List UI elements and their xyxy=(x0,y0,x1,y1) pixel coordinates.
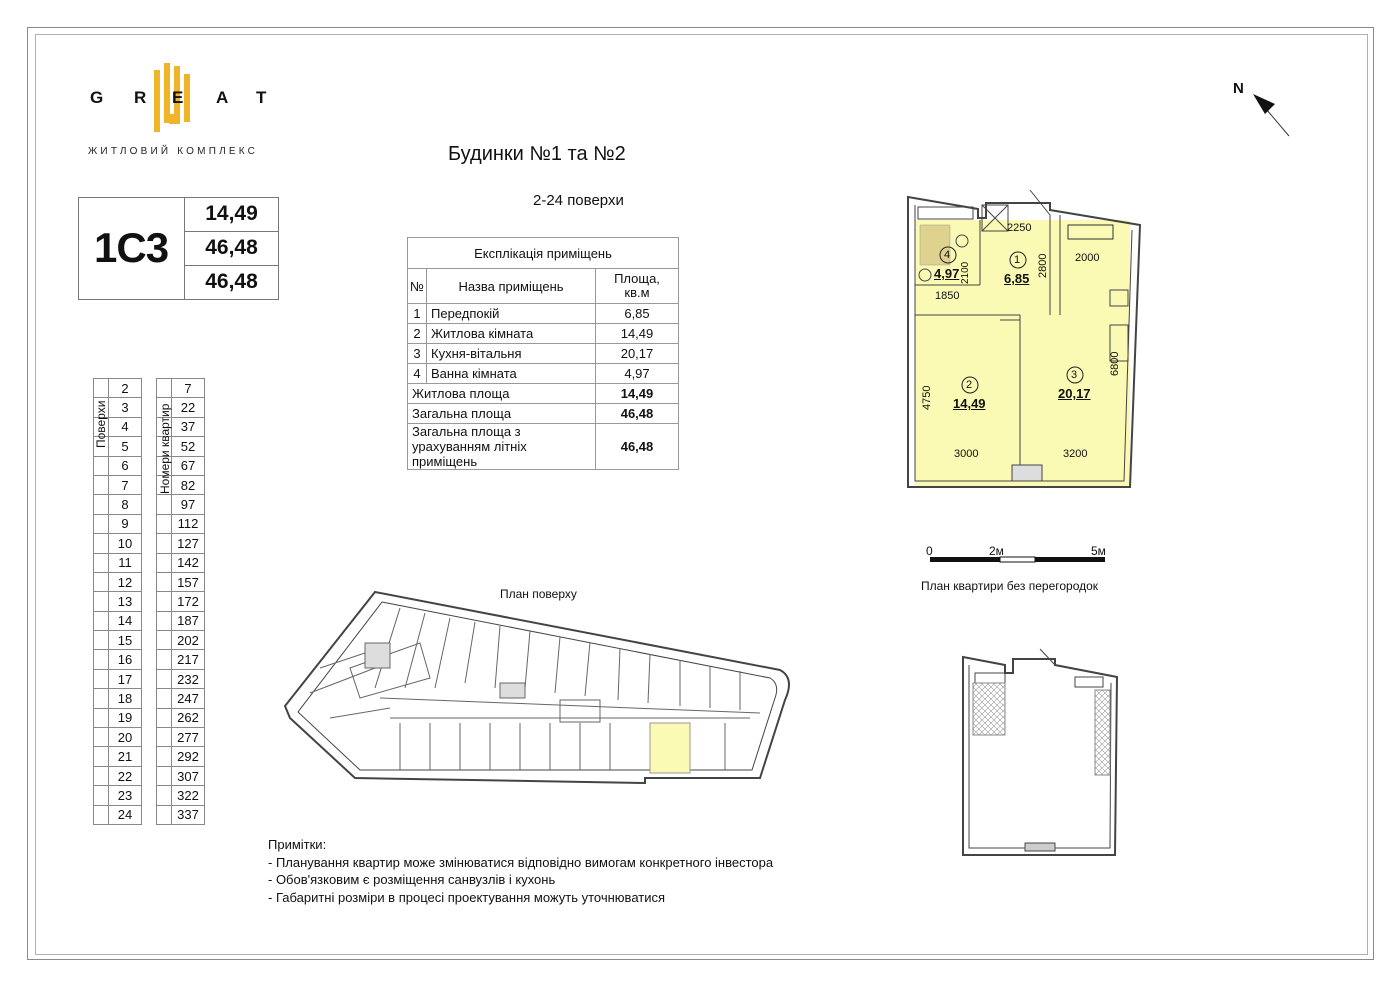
apartment-number: 52 xyxy=(172,437,205,456)
label-cell xyxy=(94,650,109,669)
room-area: 6,85 xyxy=(596,304,679,324)
gap xyxy=(142,379,157,398)
north-label: N xyxy=(1233,80,1244,97)
table-row xyxy=(408,364,679,384)
floor-number: 14 xyxy=(109,611,142,630)
apartment-number: 187 xyxy=(172,611,205,630)
table-row xyxy=(94,631,205,650)
gap xyxy=(142,689,157,708)
logo-letter: R xyxy=(134,88,147,107)
floor-number: 9 xyxy=(109,514,142,533)
label-cell xyxy=(94,689,109,708)
apartment-number: 307 xyxy=(172,766,205,785)
col-name: Назва приміщень xyxy=(427,269,596,304)
logo-letter: T xyxy=(256,88,267,107)
apartment-number: 112 xyxy=(172,514,205,533)
table-row xyxy=(94,437,205,456)
room-number-label: 2 xyxy=(966,379,973,391)
label-cell xyxy=(94,592,109,611)
scale-mark: 2м xyxy=(989,544,1004,558)
open-apartment-plan xyxy=(955,645,1125,860)
dimension-label: 3200 xyxy=(1063,448,1088,460)
logo-letter: A xyxy=(216,88,229,107)
apartments-label: Номери квартир xyxy=(158,403,172,494)
room-area-label: 20,17 xyxy=(1058,386,1091,401)
apartment-number: 7 xyxy=(172,379,205,398)
total-summer-label: Загальна площа з урахуванням літніх приміщень xyxy=(408,424,596,470)
room-number-label: 1 xyxy=(1014,254,1021,266)
floor-number: 10 xyxy=(109,534,142,553)
table-row xyxy=(94,669,205,688)
table-row xyxy=(408,324,679,344)
gap xyxy=(142,650,157,669)
table-row xyxy=(94,728,205,747)
room-name: Житлова кімната xyxy=(427,324,596,344)
label-cell xyxy=(157,708,172,727)
divider xyxy=(185,265,278,266)
table-row xyxy=(94,495,205,514)
table-row xyxy=(408,424,679,470)
floor-number: 11 xyxy=(109,553,142,572)
gap xyxy=(142,572,157,591)
gap xyxy=(142,437,157,456)
label-cell xyxy=(157,611,172,630)
apartment-number: 247 xyxy=(172,689,205,708)
room-name: Ванна кімната xyxy=(427,364,596,384)
label-cell xyxy=(94,766,109,785)
room-name: Кухня-вітальня xyxy=(427,344,596,364)
gap xyxy=(142,534,157,553)
label-cell xyxy=(157,805,172,824)
table-row xyxy=(94,747,205,766)
label-cell xyxy=(157,379,172,398)
table-row xyxy=(94,805,205,824)
floor-number: 6 xyxy=(109,456,142,475)
apartment-number: 217 xyxy=(172,650,205,669)
floor-number: 19 xyxy=(109,708,142,727)
dimension-label: 2100 xyxy=(960,261,971,284)
note-item: - Планування квартир може змінюватися відповідно вимогам конкретного інвестора xyxy=(268,854,774,870)
apartment-number: 322 xyxy=(172,786,205,805)
table-row xyxy=(94,553,205,572)
room-area-label: 6,85 xyxy=(1004,271,1030,286)
total-summer-area-value: 46,48 xyxy=(205,270,258,293)
gap xyxy=(142,669,157,688)
floors-label: Поверхи xyxy=(94,400,108,448)
col-num: № xyxy=(408,269,427,304)
apartment-number: 157 xyxy=(172,572,205,591)
apartment-number: 262 xyxy=(172,708,205,727)
label-cell xyxy=(157,728,172,747)
table-row xyxy=(94,592,205,611)
label-cell xyxy=(94,786,109,805)
apartment-number: 67 xyxy=(172,456,205,475)
total-summer-value: 46,48 xyxy=(596,424,679,470)
gap xyxy=(142,514,157,533)
table-row xyxy=(94,689,205,708)
apartment-number: 142 xyxy=(172,553,205,572)
dimension-label: 3000 xyxy=(954,448,979,460)
page-title: Будинки №1 та №2 xyxy=(448,143,626,165)
room-area: 20,17 xyxy=(596,344,679,364)
gap xyxy=(142,398,157,417)
table-row xyxy=(94,417,205,436)
explication-caption: Експлікація приміщень xyxy=(408,238,679,269)
scale-mark: 5м xyxy=(1091,544,1106,558)
room-area-label: 4,97 xyxy=(934,266,960,281)
floor-number: 8 xyxy=(109,495,142,514)
room-num: 1 xyxy=(408,304,427,324)
floor-number: 16 xyxy=(109,650,142,669)
apartment-number: 337 xyxy=(172,805,205,824)
floor-number: 13 xyxy=(109,592,142,611)
dimension-label: 4750 xyxy=(921,385,933,410)
gap xyxy=(142,708,157,727)
table-row xyxy=(94,475,205,494)
table-row xyxy=(408,384,679,404)
dimension-label: 2800 xyxy=(1037,253,1049,278)
label-cell xyxy=(94,514,109,533)
label-cell xyxy=(94,631,109,650)
label-cell xyxy=(157,650,172,669)
room-num: 4 xyxy=(408,364,427,384)
notes-title: Примітки: xyxy=(268,837,327,852)
label-cell xyxy=(94,805,109,824)
scale-mark: 0 xyxy=(926,544,933,558)
room-name: Передпокій xyxy=(427,304,596,324)
room-num: 2 xyxy=(408,324,427,344)
logo xyxy=(90,60,280,140)
table-row xyxy=(94,456,205,475)
room-area-label: 14,49 xyxy=(953,396,986,411)
building-floor-plan xyxy=(280,588,800,788)
note-item: - Габаритні розміри в процесі проектування можуть уточнюватися xyxy=(268,889,666,905)
gap xyxy=(142,728,157,747)
gap xyxy=(142,766,157,785)
gap xyxy=(142,417,157,436)
label-cell xyxy=(157,786,172,805)
label-cell xyxy=(94,728,109,747)
notes xyxy=(268,836,773,906)
floor-number: 3 xyxy=(109,398,142,417)
page-subtitle: 2-24 поверхи xyxy=(533,192,624,209)
label-cell xyxy=(157,534,172,553)
floor-number: 24 xyxy=(109,805,142,824)
room-number-label: 3 xyxy=(1071,369,1078,381)
living-value: 14,49 xyxy=(596,384,679,404)
table-row xyxy=(94,514,205,533)
apartment-number: 22 xyxy=(172,398,205,417)
floor-number: 5 xyxy=(109,437,142,456)
logo-letter: G xyxy=(90,88,104,107)
label-cell xyxy=(157,689,172,708)
gap xyxy=(142,611,157,630)
table-row xyxy=(94,572,205,591)
total-label: Загальна площа xyxy=(408,404,596,424)
note-item: - Обов'язковим є розміщення санвузлів і кухонь xyxy=(268,872,556,887)
north-arrow-icon xyxy=(1245,88,1295,140)
table-row xyxy=(94,786,205,805)
gap xyxy=(142,456,157,475)
apartment-number: 232 xyxy=(172,669,205,688)
label-cell xyxy=(157,495,172,514)
label-cell xyxy=(94,553,109,572)
floor-number: 17 xyxy=(109,669,142,688)
logo-word xyxy=(90,88,280,110)
apartment-number: 37 xyxy=(172,417,205,436)
table-row xyxy=(94,650,205,669)
gap xyxy=(142,475,157,494)
living-label: Житлова площа xyxy=(408,384,596,404)
floor-number: 23 xyxy=(109,786,142,805)
dimension-label: 1850 xyxy=(935,290,960,302)
table-row xyxy=(408,344,679,364)
room-area: 14,49 xyxy=(596,324,679,344)
apartment-number: 202 xyxy=(172,631,205,650)
open-plan-label: План квартири без перегородок xyxy=(921,579,1099,593)
table-row xyxy=(408,404,679,424)
dimension-label: 6800 xyxy=(1109,351,1121,376)
scale-bar xyxy=(925,555,1115,567)
label-cell xyxy=(157,592,172,611)
gap xyxy=(142,805,157,824)
label-cell xyxy=(94,611,109,630)
room-number-label: 4 xyxy=(944,249,951,261)
floor-number: 12 xyxy=(109,572,142,591)
table-row xyxy=(94,611,205,630)
gap xyxy=(142,592,157,611)
floor-number: 2 xyxy=(109,379,142,398)
divider xyxy=(185,231,278,232)
col-area: Площа, кв.м xyxy=(596,269,679,304)
label-cell xyxy=(94,708,109,727)
gap xyxy=(142,495,157,514)
label-cell xyxy=(94,456,109,475)
room-area: 4,97 xyxy=(596,364,679,384)
label-cell xyxy=(94,379,109,398)
floor-number: 7 xyxy=(109,475,142,494)
total-area-value: 46,48 xyxy=(205,236,258,259)
inner-frame xyxy=(35,34,1368,955)
label-cell xyxy=(94,495,109,514)
label-cell xyxy=(157,553,172,572)
label-cell xyxy=(94,534,109,553)
apartment-number: 172 xyxy=(172,592,205,611)
floor-plan-label: План поверху xyxy=(500,587,577,601)
table-row xyxy=(408,304,679,324)
gap xyxy=(142,553,157,572)
label-cell xyxy=(94,669,109,688)
explication-table xyxy=(407,237,679,470)
gap xyxy=(142,631,157,650)
floor-number: 22 xyxy=(109,766,142,785)
floors-table xyxy=(93,378,205,825)
apartment-number: 97 xyxy=(172,495,205,514)
gap xyxy=(142,786,157,805)
apartment-number: 277 xyxy=(172,728,205,747)
apartment-number: 292 xyxy=(172,747,205,766)
living-area-value: 14,49 xyxy=(205,202,258,225)
logo-subtitle: ЖИТЛОВИЙ КОМПЛЕКС xyxy=(88,146,259,157)
floor-number: 4 xyxy=(109,417,142,436)
label-cell xyxy=(157,747,172,766)
floor-number: 21 xyxy=(109,747,142,766)
logo-letter: E xyxy=(172,88,184,107)
floor-number: 20 xyxy=(109,728,142,747)
label-cell xyxy=(157,631,172,650)
table-row xyxy=(94,398,205,417)
apartment-number: 127 xyxy=(172,534,205,553)
total-value: 46,48 xyxy=(596,404,679,424)
table-row xyxy=(94,534,205,553)
dimension-label: 2250 xyxy=(1007,222,1032,234)
label-cell xyxy=(157,572,172,591)
table-row xyxy=(94,708,205,727)
label-cell xyxy=(157,514,172,533)
label-cell xyxy=(157,766,172,785)
table-row xyxy=(94,379,205,398)
floor-number: 15 xyxy=(109,631,142,650)
room-num: 3 xyxy=(408,344,427,364)
gap xyxy=(142,747,157,766)
dimension-label: 2000 xyxy=(1075,252,1100,264)
table-row xyxy=(94,766,205,785)
apartment-number: 82 xyxy=(172,475,205,494)
floor-number: 18 xyxy=(109,689,142,708)
label-cell xyxy=(94,747,109,766)
label-cell xyxy=(94,475,109,494)
label-cell xyxy=(94,572,109,591)
apartment-code: 1С3 xyxy=(94,224,169,271)
label-cell xyxy=(157,669,172,688)
